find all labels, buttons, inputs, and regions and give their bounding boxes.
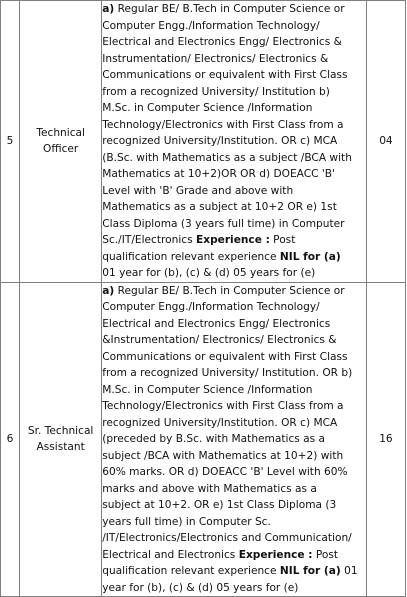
qualification-line	[102, 563, 366, 580]
qualification-bold-text: NIL for (a)	[279, 250, 341, 263]
vacancy-count-cell: 16	[366, 282, 405, 597]
qualification-line	[102, 67, 366, 84]
qualification-line	[102, 530, 366, 547]
qualification-text: Post	[312, 548, 339, 561]
qualification-line	[102, 382, 366, 399]
qualification-text: (preceded by B.Sc. with Mathematics as a	[102, 433, 326, 445]
qualification-text: Mathematics as a subject at 10+2 OR e) 1st	[102, 201, 337, 213]
qualification-line	[102, 299, 366, 316]
qualification-bold-text: Experience :	[196, 234, 270, 246]
qualification-line	[102, 84, 366, 101]
post-name-line: Technical	[36, 126, 85, 139]
qualification-text: Class Diploma (3 years full time) in Computer	[102, 217, 345, 230]
qualification-line	[102, 415, 366, 432]
qualification-text: Technology/Electronics with First Class from a	[102, 118, 344, 131]
qualification-text: /IT/Electronics/Electronics and Communication/	[102, 532, 352, 544]
qualification-line	[102, 117, 366, 134]
qualification-line	[102, 183, 366, 200]
qualification-line	[102, 497, 366, 514]
post-name-line: Assistant	[36, 441, 85, 454]
post-name-line: Sr. Technical	[27, 424, 94, 437]
qualification-line	[102, 514, 366, 531]
qualification-cell	[102, 1, 367, 283]
post-name-line: Officer	[43, 143, 79, 156]
qualification-text: Computer Engg./Information Technology/	[102, 301, 320, 313]
qualification-text: marks and above with Mathematics as a	[102, 482, 317, 495]
qualification-text: Computer Engg./Information Technology/	[102, 19, 320, 32]
table-row	[1, 282, 406, 597]
qualification-text: Communications or equivalent with First Class	[102, 69, 348, 81]
qualification-text: (B.Sc. with Mathematics as a subject /BCA with	[102, 151, 352, 164]
qualification-text: &Instrumentation/ Electronics/ Electronics &	[102, 334, 337, 346]
qualification-bold-text: Experience :	[238, 548, 313, 561]
qualification-text: 01 year for (b), (c) & (d) 05 years for (e)	[102, 267, 316, 279]
qualification-line	[102, 349, 366, 366]
qualification-line	[102, 18, 366, 35]
qualification-text: Regular BE/ B.Tech in Computer Science or	[114, 3, 345, 15]
qualification-line	[102, 481, 366, 498]
qualification-text: recognized University/Institution. OR c) MCA	[102, 416, 338, 429]
qualification-text: subject at 10+2. OR e) 1st Class Diploma (3	[102, 499, 337, 511]
qualification-text: recognized University/Institution. OR c) MCA	[102, 135, 338, 147]
qualification-line	[102, 51, 366, 68]
qualification-text: year for (b), (c) & (d) 05 years for (e)	[102, 581, 299, 594]
qualification-text: from a recognized University/ Institution. OR b)	[102, 367, 353, 379]
qualification-text: M.Sc. in Computer Science /Information	[102, 102, 313, 114]
qualification-text: Level with 'B' Grade and above with	[102, 184, 294, 197]
qualification-text: Electrical and Electronics Engg/ Electronics &	[102, 36, 342, 48]
qualification-text: from a recognized University/ Institution b)	[102, 85, 330, 98]
qualification-bold-text: a)	[102, 284, 115, 297]
qualification-line	[102, 166, 366, 183]
qualification-cell	[102, 282, 367, 597]
qualification-text: M.Sc. in Computer Science /Information	[102, 383, 313, 396]
qualification-text: Technology/Electronics with First Class from a	[102, 400, 344, 412]
post-name-cell	[20, 282, 102, 597]
qualification-line	[102, 249, 366, 266]
qualification-text: Mathematics at 10+2)OR OR d) DOEACC 'B'	[102, 168, 335, 180]
qualification-bold-text: a)	[102, 3, 115, 15]
qualification-text: subject /BCA with Mathematics at 10+2) with	[102, 449, 344, 462]
qualification-line	[102, 431, 366, 448]
qualification-line	[102, 1, 366, 18]
qualification-text: Sc./IT/Electronics	[102, 234, 196, 246]
qualification-text: qualification relevant experience	[102, 565, 280, 577]
qualification-line	[102, 232, 366, 249]
qualification-line	[102, 398, 366, 415]
table-row	[1, 1, 406, 283]
qualification-text: Electrical and Electronics	[102, 548, 239, 561]
qualification-line	[102, 316, 366, 333]
qualification-line	[102, 464, 366, 481]
qualification-text: Communications or equivalent with First Class	[102, 350, 348, 363]
qualification-line	[102, 199, 366, 216]
qualification-text: Instrumentation/ Electronics/ Electronics &	[102, 52, 329, 65]
qualification-text: 01	[340, 565, 358, 577]
qualification-line	[102, 332, 366, 349]
serial-number-cell: 5	[1, 1, 20, 283]
serial-number-cell: 6	[1, 282, 20, 597]
qualification-text: Electrical and Electronics Engg/ Electronics	[102, 317, 331, 330]
post-name-cell	[20, 1, 102, 283]
qualification-line	[102, 100, 366, 117]
qualification-line	[102, 283, 366, 300]
vacancy-count-cell: 04	[366, 1, 405, 283]
qualification-text: 60% marks. OR d) DOEACC 'B' Level with 60%	[102, 466, 348, 478]
qualification-bold-text: NIL for (a)	[279, 565, 341, 577]
qualification-line	[102, 133, 366, 150]
qualification-line	[102, 448, 366, 465]
qualification-line	[102, 34, 366, 51]
qualification-line	[102, 216, 366, 233]
qualification-line	[102, 580, 366, 597]
qualification-line	[102, 150, 366, 167]
qualification-text: Regular BE/ B.Tech in Computer Science or	[114, 284, 345, 297]
qualification-text: qualification relevant experience	[102, 250, 280, 263]
qualification-text: years full time) in Computer Sc.	[102, 515, 271, 528]
qualification-line	[102, 265, 366, 282]
vacancy-table-body	[1, 1, 406, 597]
qualification-text: Post	[269, 234, 296, 246]
qualification-line	[102, 365, 366, 382]
